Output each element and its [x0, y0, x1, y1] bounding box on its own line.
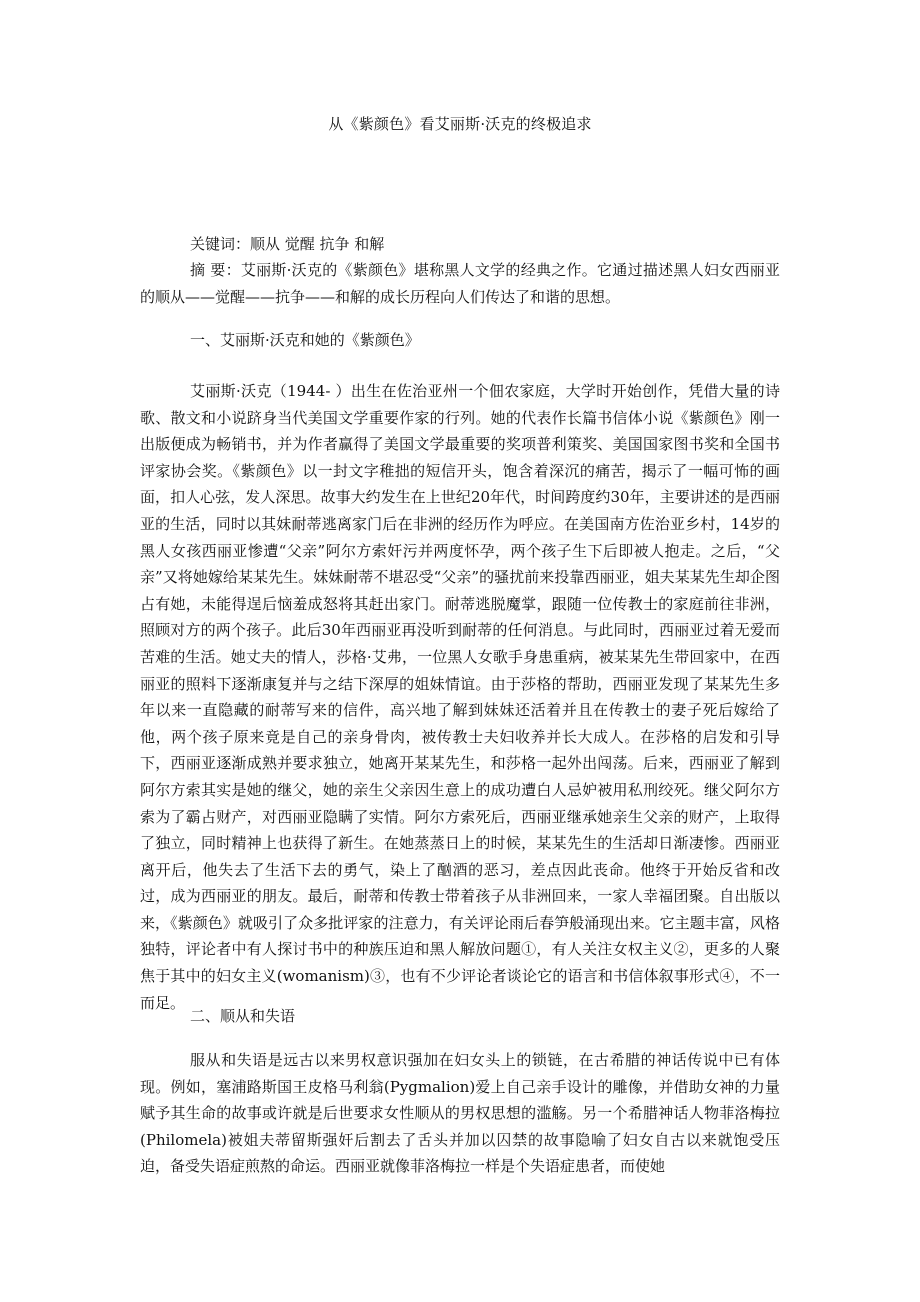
- page-title: 从《紫颜色》看艾丽斯·沃克的终极追求: [328, 115, 592, 133]
- section-2-paragraph: 服从和失语是远古以来男权意识强加在妇女头上的锁链，在古希腊的神话传说中已有体现。例如，塞浦路斯国王皮格马利翁(Pygmalion)爱上自己亲手设计的雕像，并借助女神的力量赋予其生命的故事或许就是后世要求女性顺从的男权思想的滥觞。另一个希腊神话人物菲洛梅拉(Philomela)被姐夫蒂留斯强奸后割去了舌头并加以囚禁的故事隐喻了妇女自古以来就饱受压迫，备受失语症煎熬的命运。西丽亚就像菲洛梅拉一样是个失语症患者，而使她: [140, 1051, 780, 1176]
- section-1-paragraph: 艾丽斯·沃克（1944- ）出生在佐治亚州一个佃农家庭，大学时开始创作，凭借大量的诗歌、散文和小说跻身当代美国文学重要作家的行列。她的代表作长篇书信体小说《紫颜色》刚一出版便成为畅销书，并为作者赢得了美国文学最重要的奖项普利策奖、美国国家图书奖和全国书评家协会奖。《紫颜色》以一封文字稚拙的短信开头，饱含着深沉的痛苦，揭示了一幅可怖的画面，扣人心弦，发人深思。故事大约发生在上世纪20年代，时间跨度约30年，主要讲述的是西丽亚的生活，同时以其妹耐蒂逃离家门后在非洲的经历作为呼应。在美国南方佐治亚乡村，14岁的黑人女孩西丽亚惨遭“父亲”阿尔方索奸污并两度怀孕，两个孩子生下后即被人抱走。之后，“父亲”又将她嫁给某某先生。妹妹耐蒂不堪忍受“父亲”的骚扰前来投靠西丽亚，姐夫某某先生却企图占有她，未能得逞后恼羞成怒将其赶出家门。耐蒂逃脱魔掌，跟随一位传教士的家庭前往非洲，照顾对方的两个孩子。此后30年西丽亚再没听到耐蒂的任何消息。与此同时，西丽亚过着无爱而苦难的生活。她丈夫的情人，莎格·艾弗，一位黑人女歌手身患重病，被某某先生带回家中，在西丽亚的照料下逐渐康复并与之结下深厚的姐妹情谊。由于莎格的帮助，西丽亚发现了某某先生多年以来一直隐藏的耐蒂写来的信件，高兴地了解到妹妹还活着并且在传教士的妻子死后嫁给了他，两个孩子原来竟是自己的亲身骨肉，被传教士夫妇收养并长大成人。在莎格的启发和引导下，西丽亚逐渐成熟并要求独立，她离开某某先生，和莎格一起外出闯荡。后来，西丽亚了解到阿尔方索其实是她的继父，她的亲生父亲因生意上的成功遭白人忌妒被用私刑绞死。继父阿尔方索为了霸占财产，对西丽亚隐瞒了实情。阿尔方索死后，西丽亚继承她亲生父亲的财产，上取得了独立，同时精神上也获得了新生。在她蒸蒸日上的时候，某某先生的生活却日渐凄惨。西丽亚离开后，他失去了生活下去的勇气，染上了酗酒的恶习，差点因此丧命。他终于开始反省和改过，成为西丽亚的朋友。最后，耐蒂和传教士带着孩子从非洲回来，一家人幸福团聚。自出版以来，《紫颜色》就吸引了众多批评家的注意力，有关评论雨后春笋般涌现出来。它主题丰富，风格独特，评论者中有人探讨书中的种族压迫和黑人解放问题①，有人关注女权主义②，更多的人聚焦于其中的妇女主义(womanism)③，也有不少评论者谈论它的语言和书信体叙事形式④，不一而足。: [140, 382, 780, 1012]
- section-1-heading: 一、艾丽斯·沃克和她的《紫颜色》: [190, 331, 420, 349]
- abstract-paragraph: 摘 要：艾丽斯·沃克的《紫颜色》堪称黑人文学的经典之作。它通过描述黑人妇女西丽亚的顺从——觉醒——抗争——和解的成长历程向人们传达了和谐的思想。: [140, 261, 780, 306]
- keywords-line: 关键词：顺从 觉醒 抗争 和解: [190, 235, 385, 253]
- section-2-heading: 二、顺从和失语: [190, 1007, 296, 1025]
